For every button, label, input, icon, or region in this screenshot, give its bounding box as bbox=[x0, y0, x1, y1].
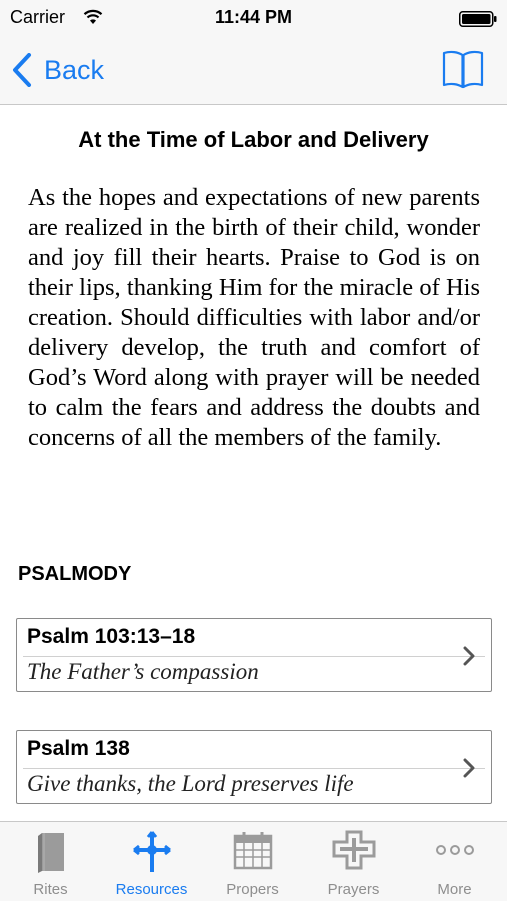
tab-resources[interactable] bbox=[101, 822, 202, 901]
chevron-left-icon bbox=[12, 53, 32, 87]
psalm-card[interactable] bbox=[16, 618, 492, 692]
cross-outline-icon bbox=[332, 830, 376, 870]
psalm-reference: Psalm 138 bbox=[27, 737, 130, 760]
back-button[interactable] bbox=[12, 50, 104, 90]
section-heading-psalmody: PSALMODY bbox=[18, 563, 132, 585]
calendar-icon bbox=[233, 830, 273, 870]
main-content[interactable] bbox=[0, 105, 507, 821]
tab-bar bbox=[0, 821, 507, 901]
tab-prayers[interactable] bbox=[303, 822, 404, 901]
battery-icon bbox=[459, 11, 497, 27]
psalm-subtitle: Give thanks, the Lord preserves life bbox=[27, 771, 354, 796]
psalm-reference: Psalm 103:13–18 bbox=[27, 625, 196, 648]
tab-propers[interactable] bbox=[202, 822, 303, 901]
page-title: At the Time of Labor and Delivery bbox=[78, 127, 429, 152]
divider bbox=[23, 768, 485, 769]
psalm-card[interactable] bbox=[16, 730, 492, 804]
tab-label: Prayers bbox=[327, 881, 380, 898]
divider bbox=[23, 656, 485, 657]
tab-label: More bbox=[437, 881, 472, 898]
intro-paragraph: As the hopes and expectations of new parents are realized in the birth of their child, wonder and joy fill their hearts. Praise to God is on their lips, thanking Him for the miracle of His creation. Should difficulties with labor and/or delivery develop, the truth and comfort of God’s Word along with prayer will be needed to calm the fears and address the doubts and concerns of all the members of the family. bbox=[28, 184, 480, 451]
tab-label: Resources bbox=[115, 881, 188, 898]
tab-label: Rites bbox=[33, 881, 68, 898]
navigation-bar bbox=[0, 36, 507, 105]
tab-more[interactable] bbox=[404, 822, 505, 901]
cross-icon bbox=[130, 830, 174, 874]
carrier-label: Carrier bbox=[10, 7, 66, 27]
status-time: 11:44 PM bbox=[214, 7, 293, 27]
chevron-right-icon bbox=[463, 646, 475, 666]
book-icon bbox=[34, 830, 68, 874]
tab-rites[interactable] bbox=[0, 822, 101, 901]
chevron-right-icon bbox=[463, 758, 475, 778]
more-dots-icon bbox=[433, 830, 477, 870]
psalm-subtitle: The Father’s compassion bbox=[27, 659, 259, 684]
back-label: Back bbox=[44, 54, 105, 85]
status-bar bbox=[0, 0, 507, 36]
tab-label: Propers bbox=[226, 881, 279, 898]
book-open-icon[interactable] bbox=[441, 47, 485, 91]
